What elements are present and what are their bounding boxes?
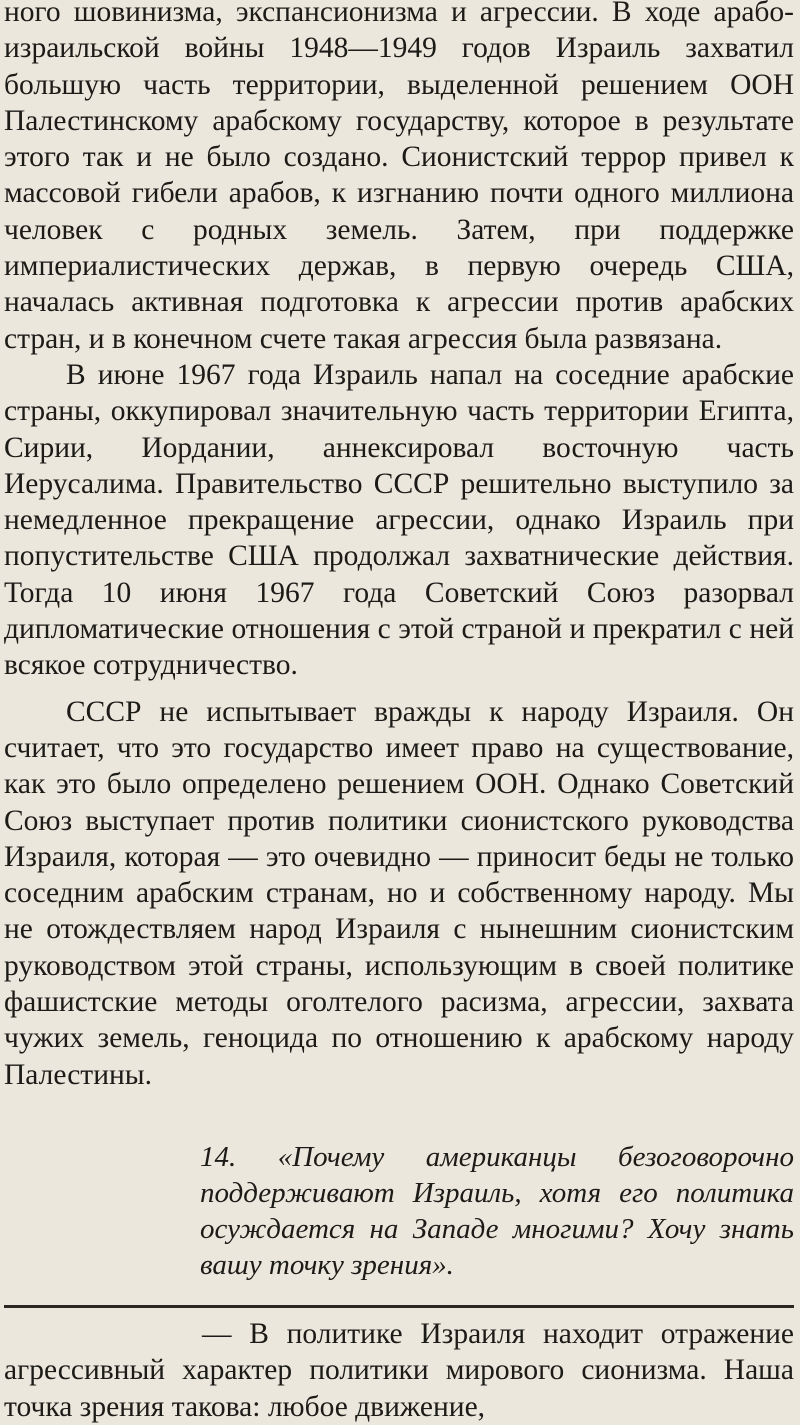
question-text: «Почему американцы безоговорочно поддерживают Израиль, хотя его политика осуждается на Западе многими? Хочу знать вашу точку зрения». — [200, 1140, 794, 1281]
paragraph-gap — [4, 684, 794, 694]
paragraph-3: СССР не испытывает вражды к народу Израиля. Он считает, что это государство имеет право на существование, как это было определено решением ООН. Однако Советский Союз выступает против политики сионистского руководства Израиля, которая — это очевидно — приносит беды не только соседним арабским странам, но и собственному народу. Мы не отождествляем народ Израиля с нынешним сионистским руководством этой страны, использующим в своей политике фашистские методы оголтелого расизма, агрессии, захвата чужих земель, геноцида по отношению к арабскому народу Палестины. — [4, 695, 794, 1091]
question-number: 14. — [200, 1140, 237, 1173]
answer-block — [4, 1316, 794, 1425]
paragraph-1: ного шовинизма, экспансионизма и агрессии. В ходе арабо-израильской войны 1948—1949 годов Израиль захватил большую часть территории, выделенной решением ООН Палестинскому арабскому государству, которое в результате этого так и не было создано. Сионистский террор привел к массовой гибели арабов, к изгнанию почти одного миллиона человек с родных земель. Затем, при поддержке империалистических держав, в первую очередь США, началась активная подготовка к агрессии против арабских стран, и в конечном счете такая агрессия была развязана. — [4, 0, 794, 355]
question-gap — [4, 1093, 794, 1139]
answer-text: — В политике Израиля находит отражение агрессивный характер политики мирового сионизма. Наша точка зрения такова: любое движение, — [4, 1317, 794, 1423]
answer-gap — [4, 1308, 794, 1316]
body-text — [4, 0, 794, 1093]
book-page — [4, 0, 794, 1423]
reader-question — [4, 1139, 794, 1283]
paragraph-2: В июне 1967 года Израиль напал на соседние арабские страны, оккупировал значительную часть территории Египта, Сирии, Иордании, аннексировал восточную часть Иерусалима. Правительство СССР решительно выступило за немедленное прекращение агрессии, однако Израиль при попустительстве США продолжал захватнические действия. Тогда 10 июня 1967 года Советский Союз разорвал дипломатические отношения с этой страной и прекратил с ней всякое сотрудничество. — [4, 358, 794, 682]
